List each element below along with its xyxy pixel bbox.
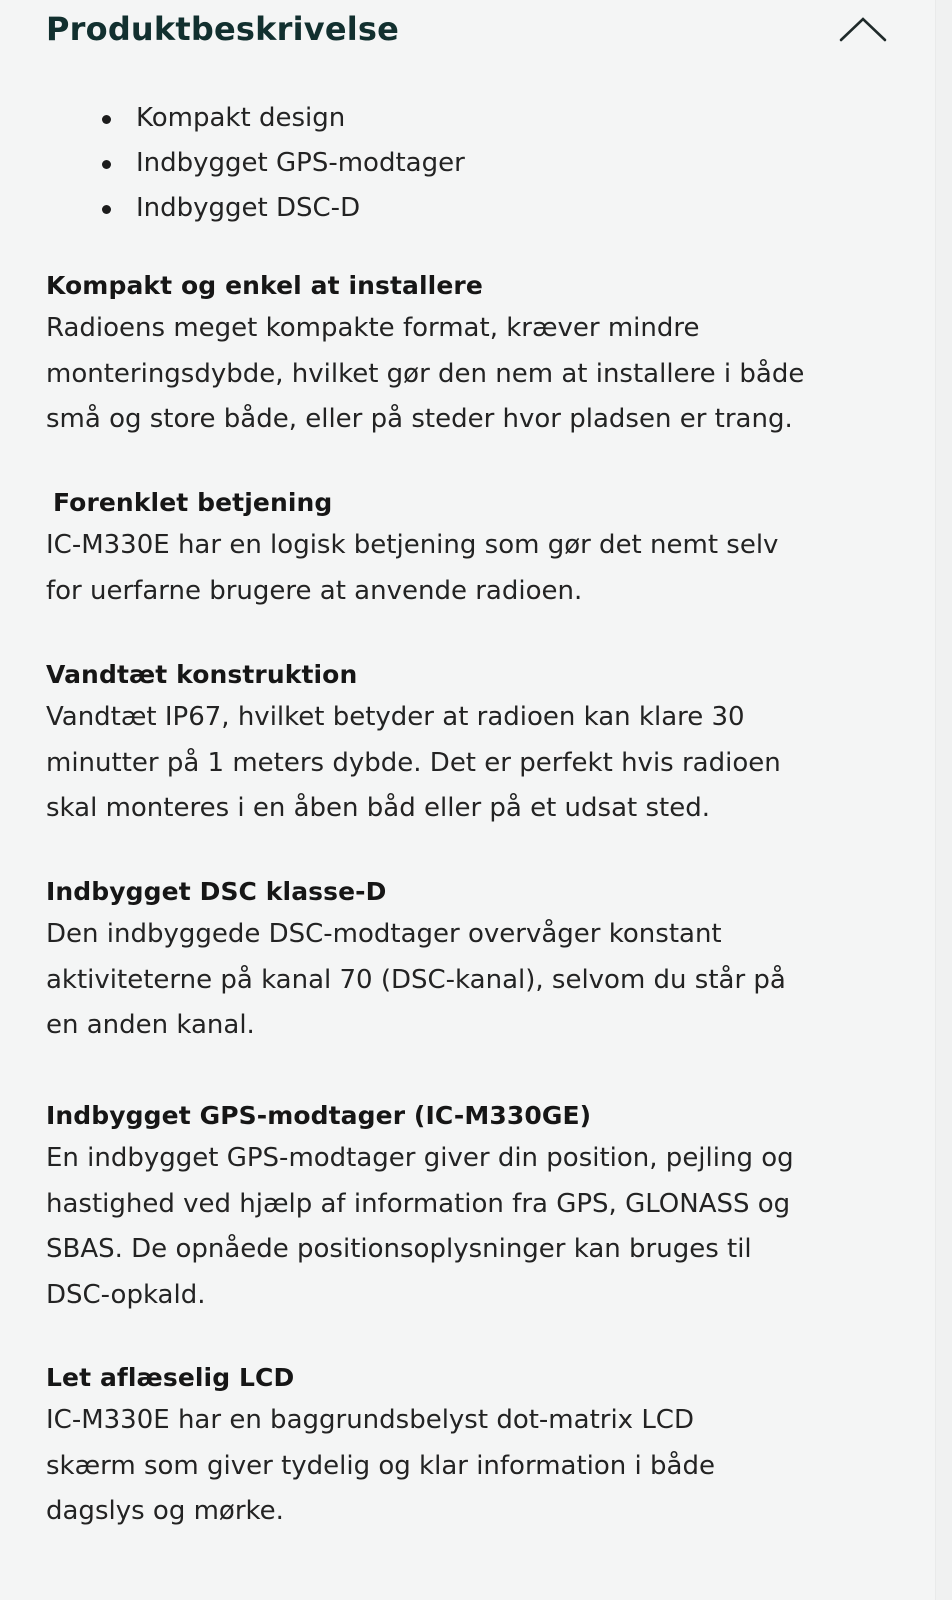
text-line: skærm som giver tydelig og klar information i både: [46, 1450, 715, 1481]
product-description-accordion: [0, 0, 936, 231]
section-dsc-class-d: [46, 872, 896, 1049]
text-line: Vandtæt IP67, hvilket betyder at radioen kan klare 30: [46, 702, 745, 732]
accordion-body: [0, 96, 936, 231]
text-line: skal monteres i en åben båd eller på et udsat sted.: [46, 793, 710, 823]
text-line: Radioens meget kompakte format, kræver mindre: [46, 313, 700, 343]
section-heading: Kompakt og enkel at installere: [46, 271, 483, 300]
section-heading: Forenklet betjening: [53, 488, 333, 517]
section-text: [46, 695, 896, 832]
text-line: en anden kanal.: [46, 1010, 255, 1040]
text-line: SBAS. De opnåede positionsoplysninger kan bruges til: [46, 1234, 752, 1264]
section-compact-install: [46, 266, 896, 443]
text-line: for uerfarne brugere at anvende radioen.: [46, 575, 583, 606]
accordion-header[interactable]: [0, 0, 936, 58]
feature-bullet-list: [46, 96, 936, 231]
text-line: Den indbyggede DSC-modtager overvåger konstant: [46, 919, 722, 949]
text-line: dagslys og mørke.: [46, 1496, 284, 1526]
chevron-up-icon[interactable]: [838, 15, 888, 43]
section-text: [46, 1398, 896, 1535]
text-line: minutter på 1 meters dybde. Det er perfekt hvis radioen: [46, 747, 781, 778]
bullet-item: Indbygget DSC-D: [136, 186, 936, 231]
section-text: [46, 523, 896, 614]
section-lcd: [46, 1358, 896, 1535]
text-line: IC-M330E har en baggrundsbelyst dot-matrix LCD: [46, 1405, 694, 1435]
section-heading: Indbygget GPS-modtager (IC-M330GE): [46, 1101, 592, 1130]
page-edge: [935, 0, 952, 1600]
section-gps-receiver: [46, 1096, 896, 1318]
section-heading: Vandtæt konstruktion: [46, 660, 358, 689]
text-line: DSC-opkald.: [46, 1279, 206, 1310]
bullet-item: Kompakt design: [136, 96, 936, 141]
text-line: En indbygget GPS-modtager giver din position, pejling og: [46, 1143, 794, 1173]
section-heading: Indbygget DSC klasse-D: [46, 877, 387, 906]
accordion-title: Produktbeskrivelse: [46, 10, 400, 48]
section-text: [46, 1136, 896, 1318]
text-line: monteringsdybde, hvilket gør den nem at installere i både: [46, 358, 805, 389]
text-line: aktiviteterne på kanal 70 (DSC-kanal), selvom du står på: [46, 964, 786, 995]
section-waterproof: [46, 655, 896, 832]
section-heading: Let aflæselig LCD: [46, 1363, 295, 1392]
text-line: hastighed ved hjælp af information fra GPS, GLONASS og: [46, 1188, 791, 1219]
section-text: [46, 306, 896, 443]
bullet-item: Indbygget GPS-modtager: [136, 141, 936, 186]
section-simple-operation: [46, 483, 896, 614]
text-line: små og store både, eller på steder hvor pladsen er trang.: [46, 404, 793, 434]
text-line: IC-M330E har en logisk betjening som gør det nemt selv: [46, 530, 779, 560]
section-text: [46, 912, 896, 1049]
